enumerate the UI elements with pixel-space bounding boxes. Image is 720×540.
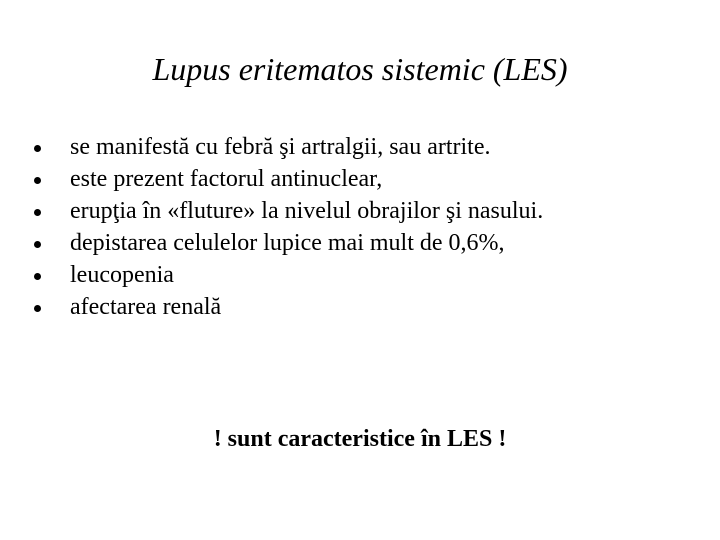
closing-bold-text: ! sunt caracteristice bbox=[213, 426, 415, 452]
bullet-list bbox=[0, 133, 720, 325]
bullet-icon bbox=[34, 209, 41, 216]
bullet-text: se manifestă cu febră şi artralgii, sau artrite. bbox=[70, 134, 491, 160]
bullet-icon bbox=[34, 177, 41, 184]
list-item bbox=[0, 133, 720, 161]
bullet-icon bbox=[34, 241, 41, 248]
slide-title: Lupus eritematos sistemic (LES) bbox=[152, 51, 568, 87]
bullet-text: erupţia în «fluture» la nivelul obrajilor şi nasului. bbox=[70, 198, 544, 224]
closing-line bbox=[214, 424, 507, 454]
bullet-icon bbox=[34, 305, 41, 312]
list-item bbox=[0, 261, 720, 289]
list-item bbox=[0, 229, 720, 257]
bullet-icon bbox=[34, 145, 41, 152]
bullet-text: leucopenia bbox=[70, 262, 174, 288]
bullet-text: depistarea celulelor lupice mai mult de 0,6%, bbox=[70, 230, 505, 256]
bullet-text: afectarea renală bbox=[70, 294, 222, 320]
bullet-icon bbox=[34, 273, 41, 280]
closing-statement bbox=[0, 424, 720, 454]
closing-rest-text: în LES ! bbox=[414, 426, 507, 452]
list-item bbox=[0, 293, 720, 321]
list-item bbox=[0, 165, 720, 193]
bullet-text: este prezent factorul antinuclear, bbox=[70, 166, 383, 192]
list-item bbox=[0, 197, 720, 225]
